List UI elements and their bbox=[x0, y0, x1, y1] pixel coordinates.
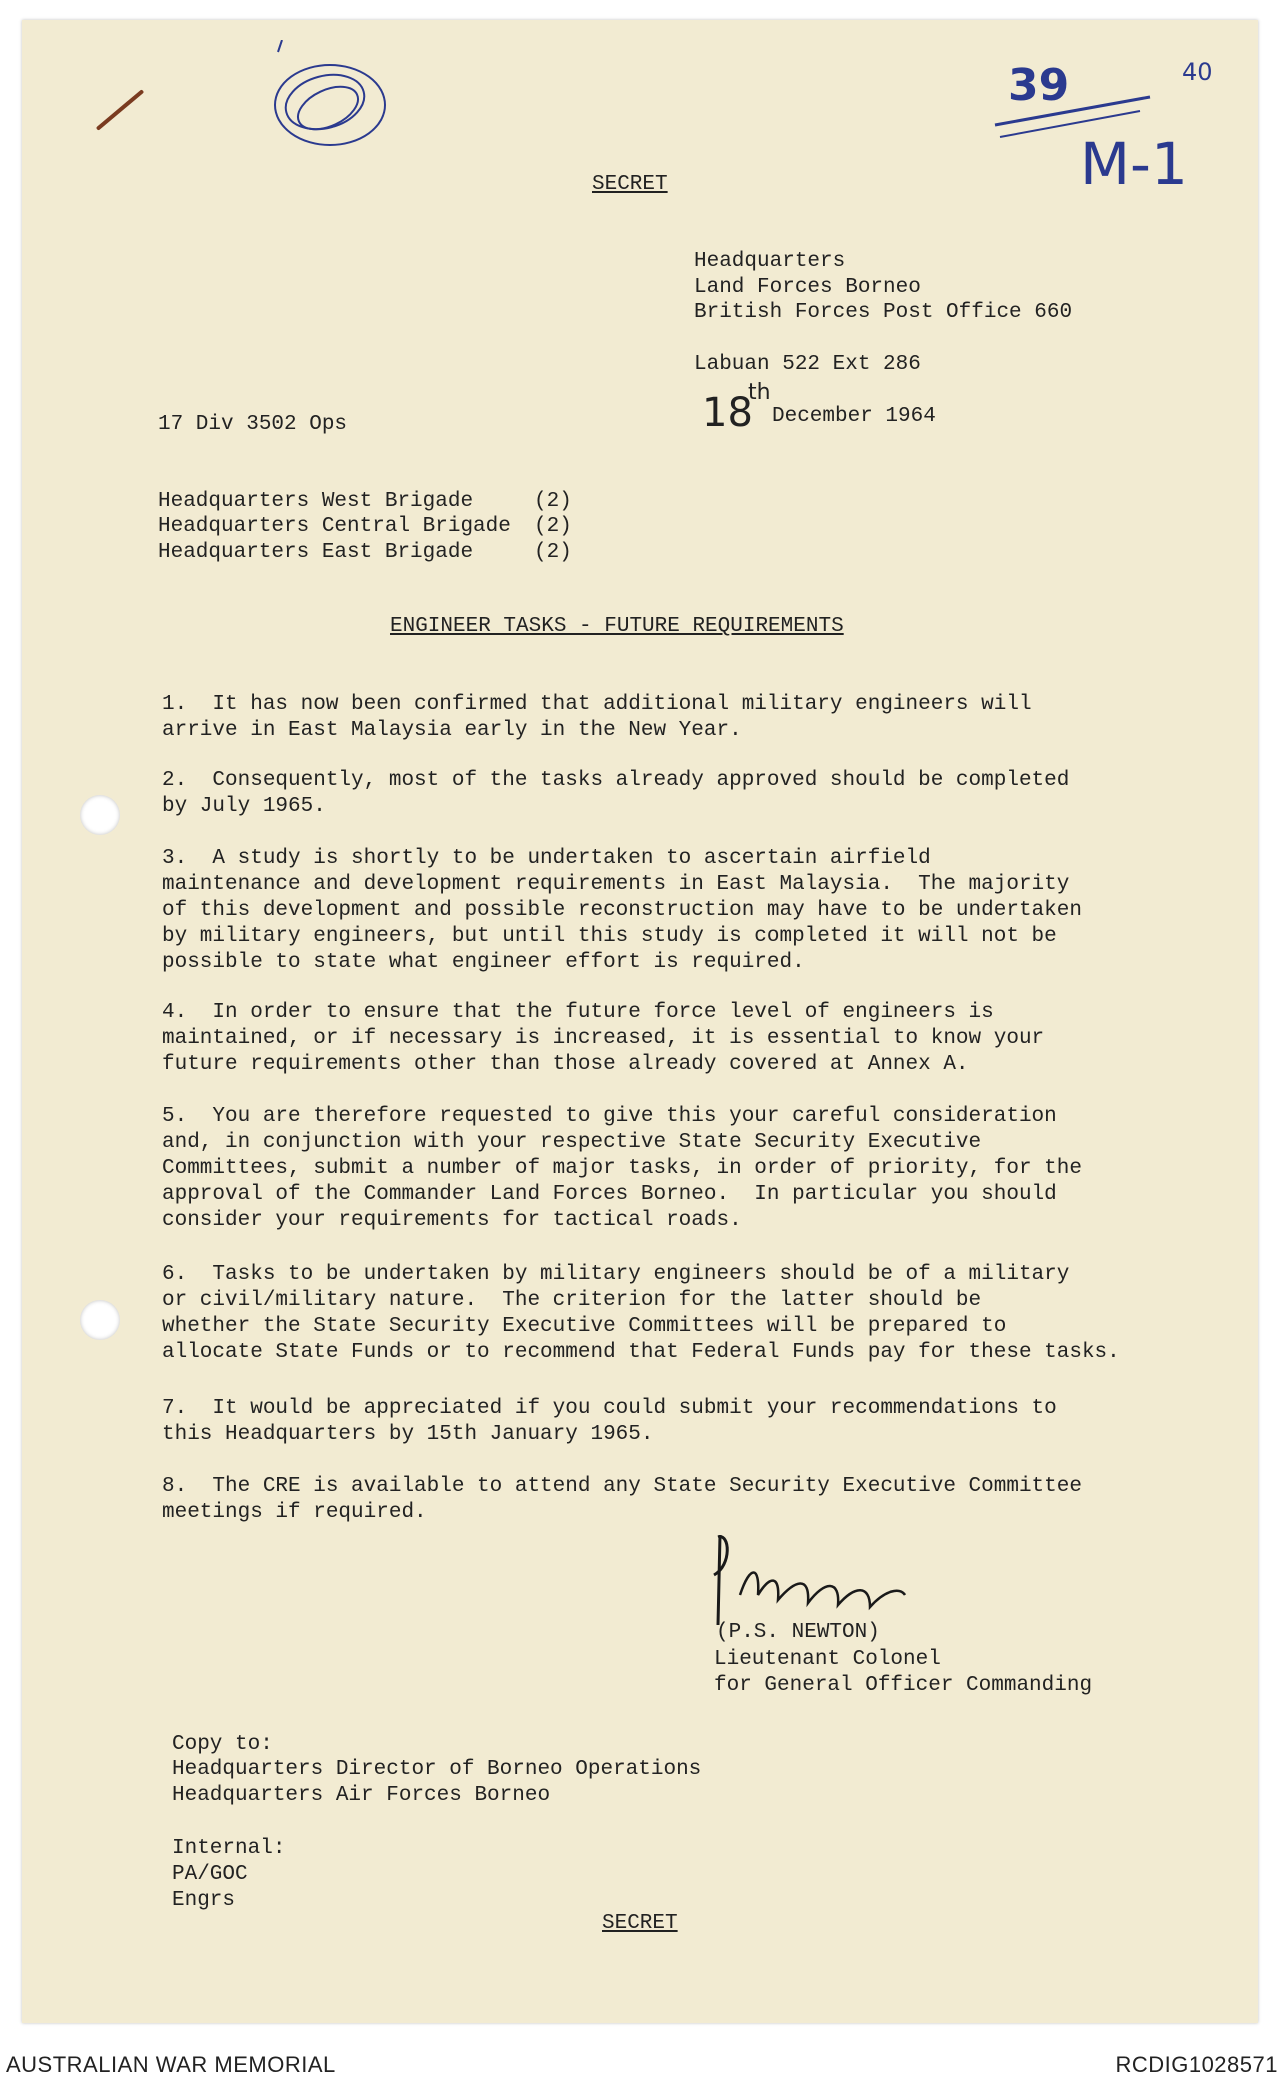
copy-to-item-2: Headquarters Air Forces Borneo bbox=[172, 1784, 551, 1807]
subject: ENGINEER TASKS - FUTURE REQUIREMENTS bbox=[390, 615, 844, 638]
sender-line-2: Land Forces Borneo bbox=[694, 276, 921, 299]
addressee-1: Headquarters West Brigade bbox=[158, 490, 474, 513]
signatory-role: for General Officer Commanding bbox=[714, 1674, 1093, 1697]
internal-item-1: PA/GOC bbox=[172, 1863, 248, 1886]
paragraph-6: 6. Tasks to be undertaken by military engineers should be of a military or civil/military nature. The criterion for the latter should be whether the State Security Executive Committees will be prepared to allocate State Funds or to recommend that Federal Funds pay for these tasks. bbox=[162, 1263, 1120, 1364]
date-day: 18 bbox=[702, 390, 753, 436]
date-suffix: th bbox=[748, 380, 771, 405]
addressee-2: Headquarters Central Brigade bbox=[158, 515, 511, 538]
signatory-rank: Lieutenant Colonel bbox=[714, 1648, 941, 1671]
rust-mark bbox=[96, 89, 145, 131]
paragraph-7: 7. It would be appreciated if you could submit your recommendations to this Headquarters by 15th January 1965. bbox=[162, 1397, 1057, 1446]
date-rest: December 1964 bbox=[772, 405, 936, 428]
copy-to-item-1: Headquarters Director of Borneo Operations bbox=[172, 1758, 702, 1781]
scribble-stamp bbox=[270, 40, 400, 160]
copy-to-label: Copy to: bbox=[172, 1733, 273, 1756]
sender-phone: Labuan 522 Ext 286 bbox=[694, 353, 921, 376]
paragraph-8: 8. The CRE is available to attend any State Security Executive Committee meetings if required. bbox=[162, 1475, 1082, 1524]
punch-hole-top bbox=[80, 795, 120, 835]
classification-top: SECRET bbox=[592, 173, 668, 196]
handwritten-signature bbox=[700, 1525, 920, 1635]
addressee-1-copies: (2) bbox=[534, 490, 572, 513]
paragraph-3: 3. A study is shortly to be undertaken to ascertain airfield maintenance and development requirements in East Malaysia. The majority of this development and possible reconstruction may have to be undertaken by military engineers, but until this study is completed it will not be possible to state what engineer effort is required. bbox=[162, 847, 1082, 974]
footer-source: AUSTRALIAN WAR MEMORIAL bbox=[6, 2052, 336, 2077]
paragraph-1: 1. It has now been confirmed that additional military engineers will arrive in East Malaysia early in the New Year. bbox=[162, 693, 1032, 742]
paragraph-4: 4. In order to ensure that the future force level of engineers is maintained, or if necessary is increased, it is essential to know your future requirements other than those already covered at Annex A. bbox=[162, 1001, 1045, 1076]
paragraph-2: 2. Consequently, most of the tasks already approved should be completed by July 1965. bbox=[162, 769, 1070, 818]
struck-number: 39 bbox=[1008, 60, 1070, 111]
handwritten-ref: M-1 bbox=[1080, 130, 1188, 198]
addressee-3: Headquarters East Brigade bbox=[158, 541, 474, 564]
addressee-3-copies: (2) bbox=[534, 541, 572, 564]
sender-line-1: Headquarters bbox=[694, 250, 846, 273]
page-number: 40 bbox=[1182, 58, 1213, 86]
reference: 17 Div 3502 Ops bbox=[158, 413, 348, 436]
internal-label: Internal: bbox=[172, 1837, 286, 1860]
sender-line-3: British Forces Post Office 660 bbox=[694, 301, 1073, 324]
signatory-name: (P.S. NEWTON) bbox=[716, 1621, 880, 1644]
classification-bottom: SECRET bbox=[602, 1912, 678, 1935]
footer-id: RCDIG1028571 bbox=[1115, 2052, 1278, 2077]
addressee-2-copies: (2) bbox=[534, 515, 572, 538]
internal-item-2: Engrs bbox=[172, 1889, 236, 1912]
paragraph-5: 5. You are therefore requested to give this your careful consideration and, in conjunction with your respective State Security Executive Committees, submit a number of major tasks, in order of priority, for the approval of the Commander Land Forces Borneo. In particular you should consider your requirements for tactical roads. bbox=[162, 1105, 1082, 1232]
punch-hole-bottom bbox=[80, 1300, 120, 1340]
